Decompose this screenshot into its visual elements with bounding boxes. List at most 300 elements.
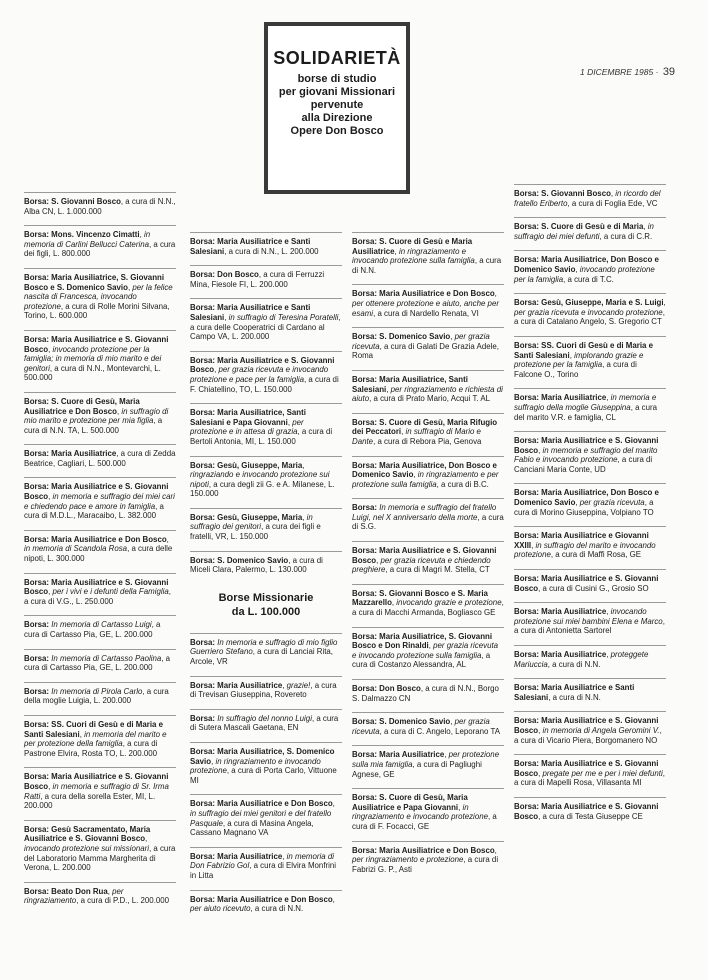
entry-text: , a cura di Bertoli Antonia, MI, L. 150.000 <box>190 427 333 446</box>
entry-name: Borsa: Beato Don Rua <box>24 886 108 896</box>
donation-entry <box>190 633 342 667</box>
entry-intention: in memoria di Scandola Rosa <box>24 544 128 554</box>
entry-text: , <box>79 729 85 739</box>
entry-text: , <box>606 393 611 403</box>
entry-text: , <box>494 845 497 855</box>
entry-intention: per la felice nascita di Francesca, invocando protezione <box>24 282 173 311</box>
entry-text: , a cura di Vicario Piera, Borgomanero NO <box>514 725 662 745</box>
donation-entry <box>24 192 176 216</box>
entry-text: , a cura di Elvira Monfrini in Litta <box>190 861 337 880</box>
entry-intention: in ricordo del fratello Eriberto <box>514 189 661 208</box>
entry-intention: per ottenere protezione e aiuto, anche per esami <box>352 298 499 318</box>
entry-text: , <box>610 189 616 198</box>
entry-name: Borsa: Don Bosco <box>190 270 259 280</box>
entry-name: Borsa: <box>24 686 52 696</box>
donation-entry <box>514 645 666 669</box>
donation-entry <box>514 754 666 788</box>
entry-text: , a cura di Fabrizi G. P., Asti <box>352 855 499 874</box>
entry-text: , <box>302 460 305 470</box>
entry-intention: ringraziando e invocando protezione sui nipoti <box>190 470 330 489</box>
donation-entry <box>24 330 176 383</box>
entry-text: , <box>663 298 666 308</box>
donation-entry <box>352 370 504 404</box>
entry-intention: invocando protezione sui missionari <box>24 843 150 853</box>
entry-intention: per grazia ricevuta e invocando protezione <box>514 307 663 317</box>
entry-text: , <box>214 365 219 375</box>
entry-intention: per aiuto ricevuto <box>190 904 251 914</box>
entry-text: , <box>450 717 455 727</box>
subtitle-line: pervenute <box>310 99 364 111</box>
entry-text: , <box>48 344 53 354</box>
entry-intention: invocando protezione per la famiglia <box>514 264 655 284</box>
entry-name: Borsa: S. Domenico Savio <box>190 555 289 565</box>
donation-entry <box>352 712 504 736</box>
entry-text: , <box>569 350 575 360</box>
donation-entry <box>352 745 504 779</box>
donation-entry <box>24 615 176 639</box>
entry-text: , a cura di Lanciai Rita, Arcole, VR <box>190 647 333 667</box>
donation-entry <box>190 847 342 881</box>
entry-intention: invocando protezione per la famiglia; in memoria di mio marito e dei genitori <box>24 344 162 373</box>
donation-entry <box>352 627 504 670</box>
entry-text: , a cura delle Cooperatrici di Cardano al Campo VA, L. 200.000 <box>190 312 341 342</box>
entry-text: , a cura di P.D., L. 200.000 <box>76 896 170 906</box>
entry-name: Borsa: Maria Ausiliatrice e Giovanni XXIII <box>514 531 649 550</box>
entry-text: , a cura di B.C. <box>436 479 489 489</box>
donation-entry <box>190 232 342 256</box>
donation-entry <box>24 477 176 520</box>
donation-entry <box>514 602 666 636</box>
entry-intention: in suffragio dei miei defunti <box>514 222 654 241</box>
entry-text: , a cura di N.N., Borgo S. Dalmazzo CN <box>352 684 499 703</box>
column-4 <box>514 184 666 830</box>
entry-intention: in memoria di Angela Geromini V. <box>542 725 660 735</box>
entry-intention: per grazia ricevuta e chiedendo preghiere <box>352 555 491 575</box>
entry-text: , <box>386 384 391 394</box>
donation-entry <box>514 526 666 560</box>
entry-name: Borsa: Maria Ausiliatrice e S. Giovanni Bosco <box>352 546 497 565</box>
entry-name: Borsa: Maria Ausiliatrice e S. Giovanni Bosco <box>514 759 659 778</box>
entry-text: , <box>450 332 455 342</box>
entry-text: , <box>458 802 463 812</box>
entry-text: , <box>211 756 216 766</box>
entry-intention: in ringraziamento e invocando protezione <box>352 802 488 822</box>
donation-entry <box>24 530 176 564</box>
entry-text: , <box>145 834 148 844</box>
issue-date-line: 1 DICEMBRE 1985 · 39 <box>580 66 676 78</box>
entry-name: Borsa: Maria Ausiliatrice e Don Bosco <box>24 534 167 544</box>
entry-name: Borsa: S. Cuore di Gesù, Maria Ausiliatrice e Don Bosco <box>24 396 140 416</box>
entry-text: , a cura di Rolle Morini Silvana, Torino, L. 600.000 <box>24 301 170 321</box>
donation-entry <box>352 841 504 875</box>
entry-name: Borsa: Maria Ausiliatrice e Don Bosco <box>352 845 495 855</box>
donation-entry <box>24 649 176 673</box>
entry-text: , a cura di V.G., L. 250.000 <box>24 587 171 606</box>
entry-name: Borsa: S. Giovanni Bosco <box>514 189 611 198</box>
donation-entry <box>190 890 342 914</box>
entry-text: , <box>444 750 449 760</box>
entry-name: Borsa: Maria Ausiliatrice, Santi Salesiani e Papa Giovanni <box>190 408 306 427</box>
entry-text: , a cura di N.N., Montevarchi, L. 500.000 <box>24 363 161 383</box>
issue-date: 1 DICEMBRE 1985 <box>580 67 654 77</box>
donation-entry <box>514 569 666 593</box>
entry-intention: in memoria e suffragio del marito Fabio e invocando protezione <box>514 445 658 465</box>
donation-entry <box>514 293 666 327</box>
entry-name: Borsa: Maria Ausiliatrice e Santi Salesiani <box>190 303 311 322</box>
entry-text: , a cura di Cartasso Pia, GE, L. 200.000 <box>24 620 161 639</box>
entry-text: , a cura di Pastrone Elvira, Rosta TO, L. 200.000 <box>24 739 158 758</box>
entry-intention: per protezione sulla mia famiglia <box>352 750 500 769</box>
donation-entry <box>24 882 176 906</box>
donation-entry <box>352 788 504 831</box>
entry-name: Borsa: Maria Ausiliatrice <box>190 680 283 690</box>
entry-text: , a cura della moglie Luigia, L. 200.000 <box>24 686 169 706</box>
donation-entry <box>352 541 504 575</box>
entry-text: , a cura di N.N., L. 200.000 <box>224 246 319 256</box>
entry-name: Borsa: Maria Ausiliatrice, S. Giovanni Bosco e S. Domenico Savio <box>24 272 165 292</box>
entry-name: Borsa: SS. Cuori di Gesù e di Maria e Santi Salesiani <box>24 719 163 739</box>
entry-name: Borsa: SS. Cuori di Gesù e di Maria e Santi Salesiani <box>514 340 653 360</box>
donation-entry <box>352 232 504 275</box>
entry-text: , <box>332 799 335 809</box>
donation-entry <box>190 456 342 499</box>
subtitle <box>268 73 406 138</box>
entry-name: Borsa: Maria Ausiliatrice, S. Giovanni Bosco e Don Rinaldi <box>352 631 493 651</box>
donation-entry <box>514 678 666 702</box>
entry-text: , a cura di N.N. <box>250 904 304 914</box>
entry-text: , a cura di S.G. <box>352 512 504 532</box>
entry-name: Borsa: Maria Ausiliatrice e Santi Salesiani <box>514 683 635 702</box>
entry-name: Borsa: S. Domenico Savio <box>352 332 451 342</box>
entry-text: , <box>643 222 648 232</box>
donation-entry <box>352 679 504 703</box>
donation-entry <box>24 268 176 321</box>
section-title-line: da L. 100.000 <box>231 605 301 618</box>
entry-text: , a cura di Mapelli Rosa, Villasanta MI <box>514 768 665 788</box>
entry-intention: in ringraziamento e invocando protezione <box>190 756 321 776</box>
column-3 <box>352 232 504 883</box>
entry-text: , a cura di N.N. <box>548 692 601 702</box>
entry-text: , a cura di Macchi Armanda, Bogliasco GE <box>352 598 504 618</box>
donation-entry <box>24 715 176 758</box>
entry-text: , a cura di N.N. <box>547 659 601 669</box>
entry-text: , a cura del Laboratorio Mamma Margherita di Verona, L. 200.000 <box>24 843 176 873</box>
entry-text: , a cura di Miceli Clara, Palermo, L. 130.000 <box>190 555 323 575</box>
entry-intention: per ringraziamento <box>24 886 124 906</box>
donation-entry <box>24 444 176 468</box>
donation-entry <box>24 573 176 607</box>
subtitle-line: alla Direzione <box>301 112 373 124</box>
entry-intention: implorando grazie e protezione per la famiglia <box>514 350 644 370</box>
entry-text: , <box>48 492 53 502</box>
donation-entry <box>352 456 504 490</box>
entry-intention: per grazia ricevuta <box>352 717 490 736</box>
entry-intention: in suffragio dei miei genitori e del fratello Pasquale <box>190 808 332 828</box>
donation-entry <box>514 711 666 745</box>
entry-text: , <box>394 246 399 256</box>
entry-name: Borsa: Maria Ausiliatrice e S. Giovanni Bosco <box>24 577 169 597</box>
entry-name: Borsa: Maria Ausiliatrice e S. Giovanni Bosco <box>514 716 659 735</box>
donation-entry <box>514 388 666 422</box>
entry-name: Borsa: S. Domenico Savio <box>352 717 451 727</box>
entry-name: Borsa: Gesù Sacramentato, Maria Ausiliatrice e S. Giovanni Bosco <box>24 824 151 844</box>
entry-intention: invocando protezione sui miei bambini Elena e Marco <box>514 607 663 626</box>
entry-text: , <box>401 427 406 437</box>
donation-entry <box>352 413 504 447</box>
donation-entry <box>190 794 342 837</box>
entry-text: , a cura di T.C. <box>563 274 614 284</box>
entry-name: Borsa: Gesù, Giuseppe, Maria <box>190 512 303 522</box>
entry-text: , a cura di Trevisan Giuseppina, Rovereto <box>190 680 337 700</box>
entry-name: Borsa: S. Giovanni Bosco <box>24 197 121 206</box>
donation-entry <box>24 682 176 706</box>
page-number: 39 <box>662 66 676 78</box>
entry-text: , <box>116 406 122 416</box>
entry-name: Borsa: Maria Ausiliatrice e Don Bosco <box>352 289 495 299</box>
entry-name: Borsa: <box>24 653 52 663</box>
entry-text: , a cura di Morino Giuseppina, Volpiano TO <box>514 498 654 517</box>
entry-text: , a cura della sorella Ester, MI, L. 200.000 <box>24 791 156 811</box>
entry-name: Borsa: Maria Ausiliatrice <box>24 449 117 459</box>
donation-entry <box>514 184 666 208</box>
entry-intention: per grazia ricevuta <box>579 498 645 508</box>
entry-text: , <box>494 289 497 299</box>
entry-intention: in memoria e suffragio dei miei cari e chiedendo pace e amore in famiglia <box>24 492 175 511</box>
donation-entry <box>190 676 342 700</box>
entry-name: Borsa: Maria Ausiliatrice, Santi Salesiani <box>352 374 468 394</box>
entry-text: , a cura di Catalano Angelo, S. Gregorio CT <box>514 307 665 327</box>
entry-intention: in suffragio di Teresina Poratelli <box>228 312 339 322</box>
entry-text: , a cura degli zii G. e A. Milanese, L. 150.000 <box>190 479 335 499</box>
entry-text: , <box>48 781 53 791</box>
entry-text: , <box>139 230 144 240</box>
entry-name: Borsa: Maria Ausiliatrice e Don Bosco <box>190 799 333 809</box>
entry-text: , <box>606 607 611 617</box>
entry-name: Borsa: <box>190 637 218 647</box>
donation-entry <box>24 767 176 810</box>
entry-text: , a cura di C.R. <box>599 231 653 241</box>
entry-text: , a cura di Pagliughi Agnese, GE <box>352 759 482 779</box>
entry-intention: per protezione e in attesa di grazia <box>190 417 304 437</box>
header-box <box>264 22 410 194</box>
donation-entry <box>24 820 176 873</box>
entry-name: Borsa: Mons. Vincenzo Cimatti <box>24 230 140 240</box>
entry-intention: In memoria e suffragio del fratello Luigi, nel X anniversario della morte <box>352 503 497 522</box>
entry-text: , a cura di Cartasso Pia, GE, L. 200.000 <box>24 653 171 673</box>
entry-text: , <box>224 312 229 322</box>
subtitle-line: borse di studio <box>297 73 377 85</box>
section-title <box>190 591 342 619</box>
entry-intention: proteggete Mariuccia <box>514 650 649 669</box>
entry-name: Borsa: Maria Ausiliatrice <box>352 750 445 760</box>
entry-text: , <box>127 282 133 292</box>
donation-entry <box>190 742 342 785</box>
subtitle-line: Opere Don Bosco <box>290 125 384 137</box>
entry-intention: In memoria di Cartasso Luigi <box>51 620 152 630</box>
entry-intention: in suffragio di Mario e Dante <box>352 427 481 446</box>
entry-text: , a cura di Rebora Pia, Genova <box>373 436 482 446</box>
donation-entry <box>352 284 504 318</box>
entry-name: Borsa: Gesù, Giuseppe, Maria <box>190 460 303 470</box>
entry-text: , <box>282 680 287 690</box>
entry-intention: per ringraziamento e richiesta di aiuto <box>352 384 503 404</box>
entry-intention: in memoria e suffragio di Sr. Irma Ratti <box>24 781 169 801</box>
donation-entry <box>514 797 666 821</box>
entry-name: Borsa: Maria Ausiliatrice, Don Bosco e Domenico Savio <box>514 488 659 508</box>
entry-name: Borsa: Gesù, Giuseppe, Maria e S. Luigi <box>514 298 664 308</box>
entry-name: Borsa: Maria Ausiliatrice e S. Giovanni Bosco <box>190 355 335 375</box>
entry-name: Borsa: Maria Ausiliatrice e S. Giovanni Bosco <box>514 801 659 821</box>
donation-entry <box>190 508 342 542</box>
entry-text: , <box>413 470 418 480</box>
donation-entry <box>190 551 342 575</box>
entry-name: Borsa: S. Cuore di Gesù e Maria Ausiliatrice <box>352 237 473 256</box>
entry-name: Borsa: Maria Ausiliatrice <box>190 851 283 861</box>
entry-text: , a cura di Sutera Mascali Gaetana, EN <box>190 713 339 733</box>
entry-text: , a cura di Cusini G., Grosio SO <box>538 583 649 593</box>
entry-intention: per ringraziamento e protezione <box>352 855 464 865</box>
entry-intention: in suffragio di mio marito e protezione per mia figlia <box>24 406 169 426</box>
entry-text: , a cura di Canciani Maria Conte, UD <box>514 455 653 474</box>
entry-intention: per grazia ricevuta <box>352 332 490 351</box>
entry-text: , <box>575 498 580 508</box>
entry-name: Borsa: S. Cuore di Gesù, Maria Rifugio dei Peccatori <box>352 417 498 437</box>
entry-text: , <box>282 851 287 861</box>
entry-text: , <box>538 725 543 735</box>
entry-text: , a cura dei figli e fratelli, VR, L. 150.000 <box>190 522 321 542</box>
entry-intention: in ringraziamento e per protezione sulla famiglia <box>352 470 499 489</box>
entry-name: Borsa: Maria Ausiliatrice e S. Giovanni Bosco <box>24 334 169 354</box>
subtitle-line: per giovani Missionari <box>278 86 396 98</box>
donation-entry <box>190 298 342 341</box>
entry-name: Borsa: Maria Ausiliatrice, Don Bosco e Domenico Savio <box>514 255 659 274</box>
page-title: SOLIDARIETÀ <box>273 48 401 68</box>
entry-name: Borsa: <box>190 713 218 723</box>
column-1 <box>24 192 176 915</box>
entry-text: , a cura di Masina Angela, Cassano Magnano VA <box>190 818 314 838</box>
entry-name: Borsa: Maria Ausiliatrice e Santi Salesiani <box>190 237 311 256</box>
entry-text: , <box>531 540 536 550</box>
donation-entry <box>190 403 342 446</box>
entry-intention: In memoria di Pirola Carlo <box>51 686 143 696</box>
donation-entry <box>352 498 504 532</box>
donation-entry <box>24 225 176 259</box>
entry-text: , a cura di Magri M. Stella, CT <box>385 565 490 575</box>
entry-text: , a cura di N.N. <box>352 256 502 275</box>
entry-intention: per grazia ricevuta e invocando protezione sulla famiglia <box>352 641 499 660</box>
entry-text: , a cura di C. Angelo, Leporano TA <box>379 726 500 736</box>
entry-text: , a cura di M.D.L., Maracaibo, L. 382.000 <box>24 501 164 521</box>
entry-text: , a cura di N.N. TA, L. 500.000 <box>24 416 163 435</box>
entry-name: Borsa: Don Bosco <box>352 684 421 693</box>
entry-text: , <box>391 598 397 608</box>
entry-name: Borsa: <box>352 503 380 513</box>
entry-text: , a cura di Nardello Renata, VI <box>373 308 479 318</box>
entry-intention: per grazia ricevuta e invocando protezione e pace per la famiglia <box>190 365 329 384</box>
entry-text: , a cura di Ferruzzi Mina, Fiesole FI, L. 200.000 <box>190 270 325 289</box>
entry-intention: pregate per me e per i miei defunti <box>542 768 663 778</box>
entry-name: Borsa: Maria Ausiliatrice <box>514 393 607 403</box>
entry-name: Borsa: Maria Ausiliatrice, S. Domenico Savio <box>190 747 335 766</box>
entry-text: , <box>428 641 434 651</box>
entry-text: , a cura di Testa Giuseppe CE <box>538 811 643 821</box>
donation-entry <box>24 392 176 435</box>
entry-text: , a cura di Foglia Ede, VC <box>567 198 658 208</box>
entry-intention: In memoria di Cartasso Paolina <box>51 653 162 663</box>
entry-text: , a cura di Costanzo Alessandra, AL <box>352 650 491 670</box>
entry-text: , a cura dei figli, L. 800.000 <box>24 239 176 259</box>
entry-text: , a cura di N.N., Alba CN, L. 1.000.000 <box>24 197 176 216</box>
entry-intention: in memoria del marito e per protezione della famiglia <box>24 729 167 749</box>
donation-entry <box>514 336 666 379</box>
donation-entry <box>514 250 666 284</box>
entry-name: Borsa: <box>24 620 52 630</box>
entry-intention: per i vivi e i defunti della Famiglia <box>52 587 169 597</box>
entry-intention: in memoria di Carlini Bellucci Caterina <box>24 230 151 249</box>
column-2 <box>190 232 342 923</box>
entry-text: , a cura di Galati De Grazia Adele, Roma <box>352 341 499 361</box>
entry-name: Borsa: S. Giovanni Bosco e S. Maria Mazzarello <box>352 588 488 608</box>
donation-entry <box>190 709 342 733</box>
entry-text: , a cura del marito V.R. e famiglia, CL <box>514 402 658 422</box>
entry-text: , a cura di Antonietta Sartorel <box>514 616 665 636</box>
entry-intention: in suffragio dei genitori <box>190 512 313 532</box>
entry-text: , <box>538 445 543 455</box>
entry-intention: In memoria e suffragio di mio figlio Guerriero Stefano <box>190 637 338 657</box>
entry-intention: in suffragio del marito e invocando protezione <box>514 540 656 560</box>
entry-text: , <box>107 886 113 896</box>
donation-entry <box>190 265 342 289</box>
entry-intention: in ringraziamento e invocando protezione sulla famiglia <box>352 246 475 266</box>
entry-name: Borsa: Maria Ausiliatrice, Don Bosco e Domenico Savio <box>352 460 497 480</box>
entry-text: , a cura di Zedda Beatrice, Cagliari, L. 500.000 <box>24 449 176 468</box>
entry-name: Borsa: Maria Ausiliatrice <box>514 650 607 659</box>
donation-entry <box>514 431 666 474</box>
entry-text: , a cura di Prato Mario, Acqui T. AL <box>369 394 491 404</box>
entry-text: , <box>302 512 307 522</box>
entry-text: , <box>48 587 53 597</box>
entry-intention: in memoria e suffragio della moglie Giuseppina <box>514 393 657 412</box>
entry-intention: grazie! <box>286 680 311 690</box>
entry-name: Borsa: Maria Ausiliatrice <box>514 607 607 617</box>
entry-text: , <box>575 264 580 274</box>
entry-text: , a cura di F. Focacci, GE <box>352 812 497 831</box>
entry-name: Borsa: Maria Ausiliatrice e S. Giovanni Bosco <box>514 436 659 455</box>
entry-intention: in memoria di Don Fabrizio Gol <box>190 851 334 871</box>
entry-text: , <box>538 768 543 778</box>
donation-entry <box>352 327 504 361</box>
entry-text: , a cura di F. Chiatellino, TO, L. 150.000 <box>190 374 339 394</box>
entry-text: , a cura di Porta Carlo, Vittuone MI <box>190 766 337 785</box>
entry-name: Borsa: Maria Ausiliatrice e S. Giovanni Bosco <box>24 772 169 791</box>
entry-name: Borsa: Maria Ausiliatrice e S. Giovanni Bosco <box>514 574 659 593</box>
entry-text: , a cura di Maffi Rosa, GE <box>550 550 642 560</box>
donation-entry <box>514 217 666 241</box>
donation-entry <box>190 351 342 394</box>
entry-text: , <box>606 650 611 659</box>
entry-text: , <box>332 894 335 904</box>
entry-intention: invocando grazie e protezione <box>396 598 502 608</box>
entry-name: Borsa: Maria Ausiliatrice e Don Bosco <box>190 894 333 904</box>
entry-text: , <box>166 534 169 544</box>
entry-text: , <box>376 555 381 565</box>
entry-text: , a cura delle nipoti, L. 300.000 <box>24 544 173 564</box>
entry-text: , a cura di Falcone O., Torino <box>514 360 637 379</box>
section-title-line: Borse Missionarie <box>218 591 314 604</box>
entry-name: Borsa: Maria Ausiliatrice e S. Giovanni Bosco <box>24 482 169 502</box>
entry-text: , <box>287 417 293 427</box>
entry-name: Borsa: S. Cuore di Gesù, Maria Ausiliatrice e Papa Giovanni <box>352 793 468 812</box>
